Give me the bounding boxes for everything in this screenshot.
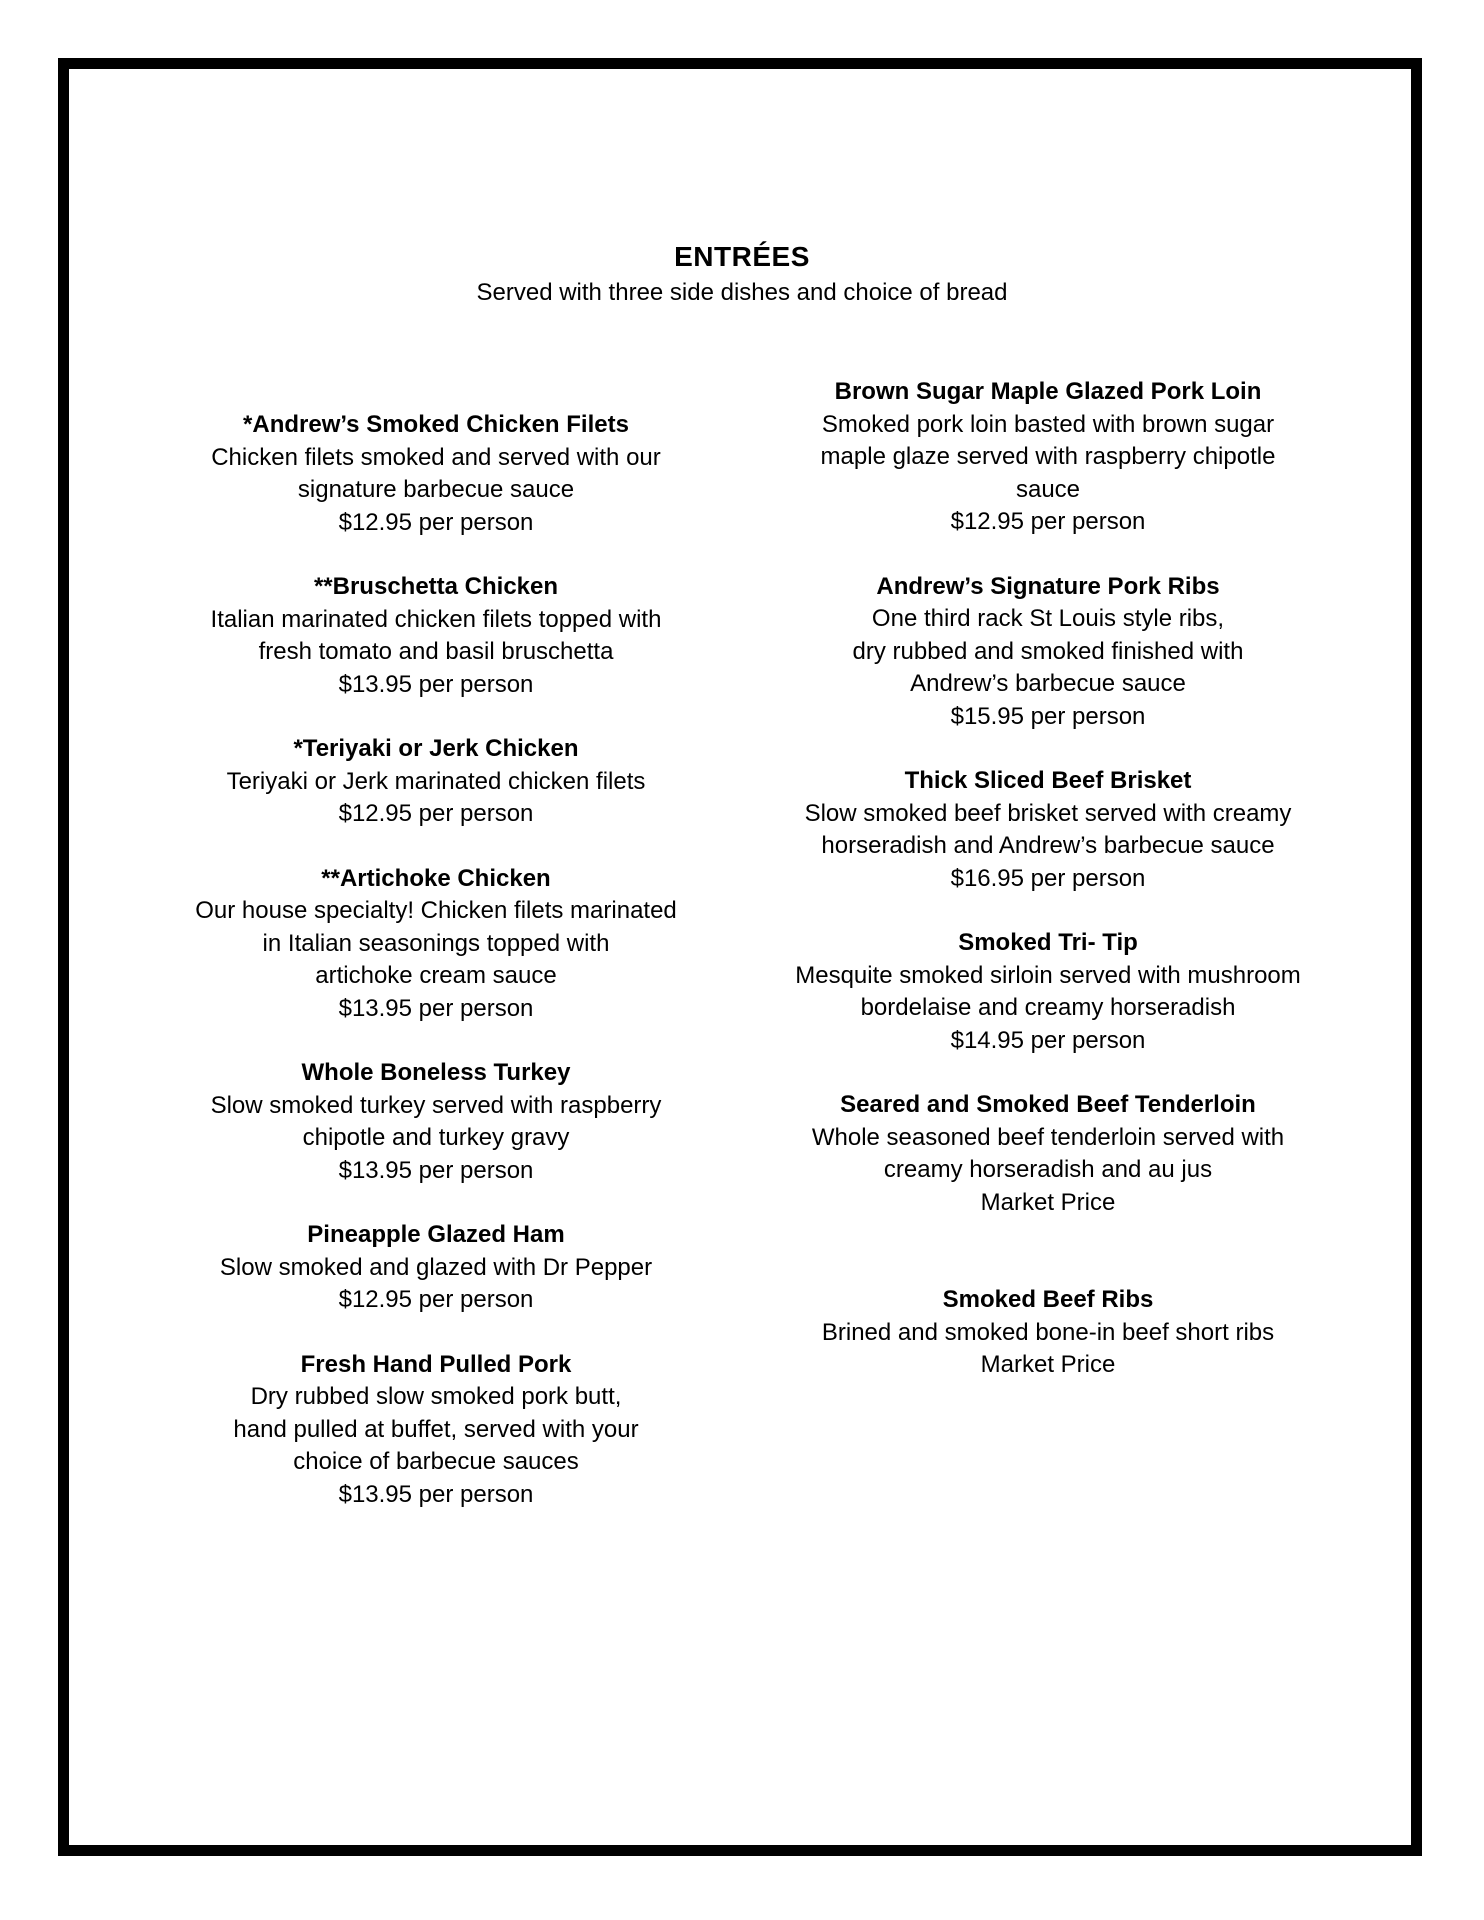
menu-item xyxy=(156,409,716,539)
menu-item-name: Brown Sugar Maple Glazed Pork Loin xyxy=(834,378,1262,405)
menu-item xyxy=(768,571,1328,734)
menu-item-name: Whole Boneless Turkey xyxy=(301,1059,571,1086)
menu-item-description: Our house specialty! Chicken filets marinated xyxy=(195,897,677,924)
menu-item-price: $12.95 per person xyxy=(338,800,534,827)
menu-item-name: Fresh Hand Pulled Pork xyxy=(300,1350,572,1378)
menu-item-name: Pineapple Glazed Ham xyxy=(307,1221,565,1248)
menu-item-price: $12.95 per person xyxy=(338,1286,534,1313)
menu-item-description: Slow smoked turkey served with raspberry xyxy=(210,1091,662,1119)
menu-item-name: *Andrew’s Smoked Chicken Filets xyxy=(243,411,629,438)
menu-item xyxy=(156,733,716,831)
page-title: ENTRÉES xyxy=(674,241,810,272)
left-menu-column xyxy=(156,409,716,1511)
menu-item-description: Italian marinated chicken filets topped with xyxy=(210,605,662,633)
menu-item-name: Smoked Tri- Tip xyxy=(958,929,1138,956)
menu-item-name: Seared and Smoked Beef Tenderloin xyxy=(840,1091,1256,1118)
menu-item-price: $12.95 per person xyxy=(950,508,1146,535)
menu-item-price: $12.95 per person xyxy=(338,508,534,536)
menu-item-description: Dry rubbed slow smoked pork butt, xyxy=(250,1383,622,1410)
menu-item-description: in Italian seasonings topped with xyxy=(262,929,610,957)
menu-item-description: bordelaise and creamy horseradish xyxy=(860,994,1236,1021)
menu-item-name: Andrew’s Signature Pork Ribs xyxy=(876,572,1220,600)
menu-item xyxy=(156,1057,716,1187)
menu-item-description: Brined and smoked bone-in beef short ribs xyxy=(821,1318,1275,1346)
menu-item xyxy=(768,1089,1328,1219)
menu-item-description: Teriyaki or Jerk marinated chicken filets xyxy=(226,767,646,795)
menu-item-description: hand pulled at buffet, served with your xyxy=(233,1415,639,1443)
menu-item xyxy=(156,571,716,701)
menu-item-description: signature barbecue sauce xyxy=(297,476,575,503)
menu-item-description: artichoke cream sauce xyxy=(315,962,557,989)
menu-item-price: $13.95 per person xyxy=(338,1480,534,1508)
menu-item-description: creamy horseradish and au jus xyxy=(883,1156,1213,1183)
menu-item-name: Thick Sliced Beef Brisket xyxy=(904,767,1192,794)
menu-item xyxy=(768,765,1328,895)
page-subtitle: Served with three side dishes and choice of bread xyxy=(476,279,1008,306)
menu-item-description: dry rubbed and smoked finished with xyxy=(852,637,1244,665)
menu-item-description: choice of barbecue sauces xyxy=(293,1448,579,1475)
menu-item-description: Smoked pork loin basted with brown sugar xyxy=(821,410,1275,438)
menu-item-description: chipotle and turkey gravy xyxy=(302,1124,570,1151)
menu-item-description: Slow smoked and glazed with Dr Pepper xyxy=(219,1253,653,1281)
menu-item-description: maple glaze served with raspberry chipotle xyxy=(820,443,1276,470)
right-menu-column xyxy=(768,376,1328,1382)
menu-item-name: **Bruschetta Chicken xyxy=(313,573,559,600)
menu-item xyxy=(768,376,1328,539)
menu-item-description: horseradish and Andrew’s barbecue sauce xyxy=(821,832,1275,859)
menu-item-description: Mesquite smoked sirloin served with mushroom xyxy=(795,961,1301,989)
menu-item-description: fresh tomato and basil bruschetta xyxy=(258,638,614,665)
menu-item xyxy=(156,1349,716,1512)
menu-item-description: Chicken filets smoked and served with our xyxy=(211,443,661,471)
menu-item-price: $13.95 per person xyxy=(338,1156,534,1184)
menu-item-price: $16.95 per person xyxy=(950,864,1146,892)
menu-item-price: $13.95 per person xyxy=(338,994,534,1022)
menu-item-description: One third rack St Louis style ribs, xyxy=(871,605,1225,632)
menu-item xyxy=(156,1219,716,1317)
menu-item-price: $15.95 per person xyxy=(950,702,1146,730)
menu-item-name: Smoked Beef Ribs xyxy=(942,1286,1154,1313)
menu-item xyxy=(768,1284,1328,1382)
menu-item xyxy=(768,927,1328,1057)
menu-item-price: $14.95 per person xyxy=(950,1026,1146,1054)
menu-item-description: sauce xyxy=(1015,475,1081,503)
menu-item-description: Slow smoked beef brisket served with creamy xyxy=(804,799,1292,827)
menu-item-description: Whole seasoned beef tenderloin served with xyxy=(811,1123,1285,1151)
menu-item-price: $13.95 per person xyxy=(338,670,534,698)
menu-item xyxy=(156,863,716,1026)
menu-item-name: **Artichoke Chicken xyxy=(321,864,551,892)
menu-item-description: Andrew’s barbecue sauce xyxy=(910,670,1186,697)
menu-item-name: *Teriyaki or Jerk Chicken xyxy=(293,735,579,762)
menu-header xyxy=(0,240,1484,310)
menu-item-price: Market Price xyxy=(980,1188,1116,1216)
menu-item-price: Market Price xyxy=(980,1351,1116,1378)
